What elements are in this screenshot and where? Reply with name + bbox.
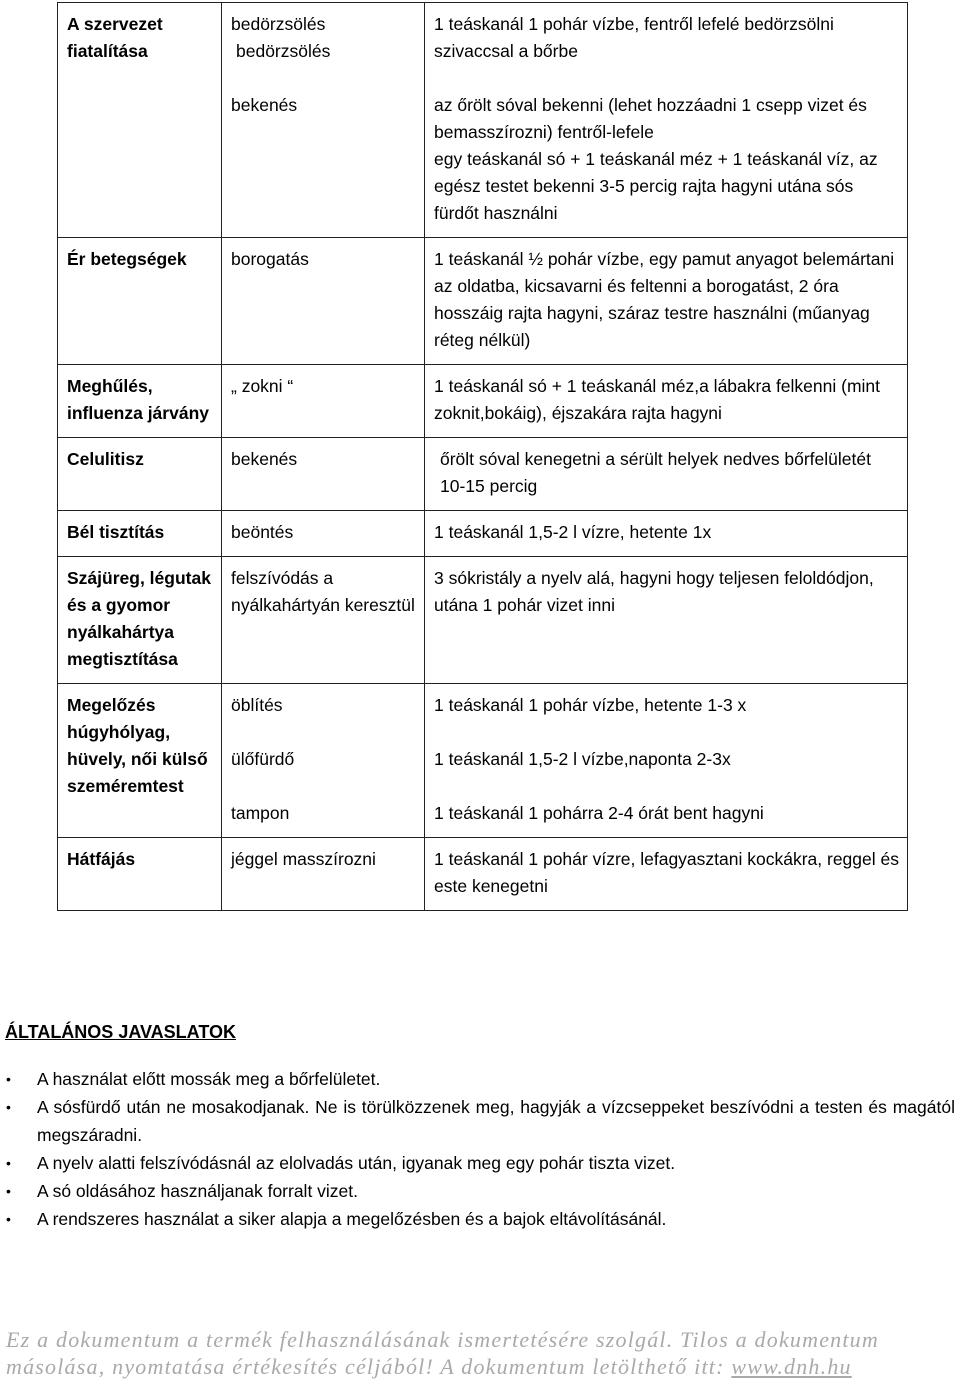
- instruction-cell: 1 teáskanál 1 pohár vízre, lefagyasztani kockákra, reggel és este kenegetni: [425, 838, 908, 911]
- condition-cell: Bél tisztítás: [58, 511, 222, 557]
- condition-cell: Szájüreg, légutak és a gyomor nyálkahártya megtisztítása: [58, 557, 222, 684]
- method-line: tampon: [231, 803, 290, 823]
- bullet-icon: •: [6, 1155, 11, 1171]
- list-item-text: A nyelv alatti felszívódásnál az elolvadás után, igyanak meg egy pohár tiszta vizet.: [37, 1153, 676, 1173]
- instruction-cell: 1 teáskanál ½ pohár vízbe, egy pamut anyagot belemártani az oldatba, kicsavarni és feltenni a borogatást, 2 óra hosszáig rajta hagyni, száraz testre használni (műanyag réteg nélkül): [425, 238, 908, 365]
- instruction-line: 1 teáskanál 1,5-2 l vízbe,naponta 2-3x: [434, 749, 731, 769]
- method-line: bedörzsölés: [236, 41, 331, 61]
- remedy-table: [57, 2, 908, 911]
- instruction-line: 1 teáskanál 1 pohár vízbe, hetente 1-3 x: [434, 695, 747, 715]
- footer-disclaimer: [6, 1326, 956, 1380]
- table-row: [58, 557, 908, 684]
- list-item-text: A sósfürdő után ne mosakodjanak. Ne is törülközzenek meg, hagyják a vízcseppeket beszívódni a testen és magától megszáradni.: [37, 1097, 955, 1145]
- list-item-text: A használat előtt mossák meg a bőrfelületet.: [37, 1069, 381, 1089]
- condition-cell: Hátfájás: [58, 838, 222, 911]
- list-item-text: A só oldásához használjanak forralt vizet.: [37, 1181, 359, 1201]
- list-item: [0, 1149, 955, 1177]
- table-row: [58, 511, 908, 557]
- condition-cell: Celulitisz: [58, 438, 222, 511]
- footer-text: Ez a dokumentum a termék felhasználásának ismertetésére szolgál. Tilos a dokumentum másolása, nyomtatása értékesítés céljából! A dokumentum letölthető itt:: [6, 1327, 879, 1379]
- instruction-cell: [425, 3, 908, 238]
- bullet-icon: •: [6, 1211, 11, 1227]
- instruction-cell: őrölt sóval kenegetni a sérült helyek nedves bőrfelületét 10-15 percig: [425, 438, 908, 511]
- method-cell: bekenés: [222, 438, 425, 511]
- table-row: [58, 838, 908, 911]
- list-item-text: A rendszeres használat a siker alapja a megelőzésben és a bajok eltávolításánál.: [37, 1209, 667, 1229]
- bullet-icon: •: [6, 1099, 11, 1115]
- instruction-cell: 1 teáskanál 1,5-2 l vízre, hetente 1x: [425, 511, 908, 557]
- method-line: bekenés: [231, 95, 298, 115]
- condition-cell: Megelőzés húgyhólyag, hüvely, női külső szeméremtest: [58, 684, 222, 838]
- instruction-line: az őrölt sóval bekenni (lehet hozzáadni 1 csepp vizet és bemasszírozni) fentről-lefele: [434, 95, 867, 142]
- method-cell: felszívódás a nyálkahártyán keresztül: [222, 557, 425, 684]
- bullet-icon: •: [6, 1071, 11, 1087]
- condition-cell: Ér betegségek: [58, 238, 222, 365]
- instruction-cell: 3 sókristály a nyelv alá, hagyni hogy teljesen feloldódjon, utána 1 pohár vizet inni: [425, 557, 908, 684]
- condition-cell: Meghűlés, influenza járvány: [58, 365, 222, 438]
- list-item: [0, 1065, 955, 1093]
- method-line: ülőfürdő: [231, 749, 295, 769]
- list-item: [0, 1093, 955, 1149]
- section-title: ÁLTALÁNOS JAVASLATOK: [5, 1022, 236, 1042]
- method-cell: beöntés: [222, 511, 425, 557]
- instruction-line: 1 teáskanál 1 pohárra 2-4 órát bent hagyni: [434, 803, 764, 823]
- method-line: bedörzsölés: [231, 14, 326, 34]
- recommendations-list: [0, 1065, 955, 1233]
- method-cell: jéggel masszírozni: [222, 838, 425, 911]
- list-item: [0, 1177, 955, 1205]
- instruction-line: egy teáskanál só + 1 teáskanál méz + 1 teáskanál víz, az egész testet bekenni 3-5 percig rajta hagyni utána sós fürdőt használni: [434, 149, 878, 223]
- method-cell: [222, 684, 425, 838]
- table-row: [58, 3, 908, 238]
- table-row: [58, 684, 908, 838]
- method-cell: borogatás: [222, 238, 425, 365]
- instruction-line: 1 teáskanál 1 pohár vízbe, fentről lefelé bedörzsölni szivaccsal a bőrbe: [434, 14, 834, 61]
- table-row: [58, 365, 908, 438]
- list-item: [0, 1205, 955, 1233]
- footer-link[interactable]: www.dnh.hu: [731, 1354, 852, 1379]
- method-cell: [222, 3, 425, 238]
- table-row: [58, 238, 908, 365]
- bullet-icon: •: [6, 1183, 11, 1199]
- instruction-cell: 1 teáskanál só + 1 teáskanál méz,a lábakra felkenni (mint zoknit,bokáig), éjszakára rajta hagyni: [425, 365, 908, 438]
- method-cell: „ zokni “: [222, 365, 425, 438]
- instruction-cell: [425, 684, 908, 838]
- method-line: öblítés: [231, 695, 283, 715]
- condition-cell: A szervezet fiatalítása: [58, 3, 222, 238]
- table-row: [58, 438, 908, 511]
